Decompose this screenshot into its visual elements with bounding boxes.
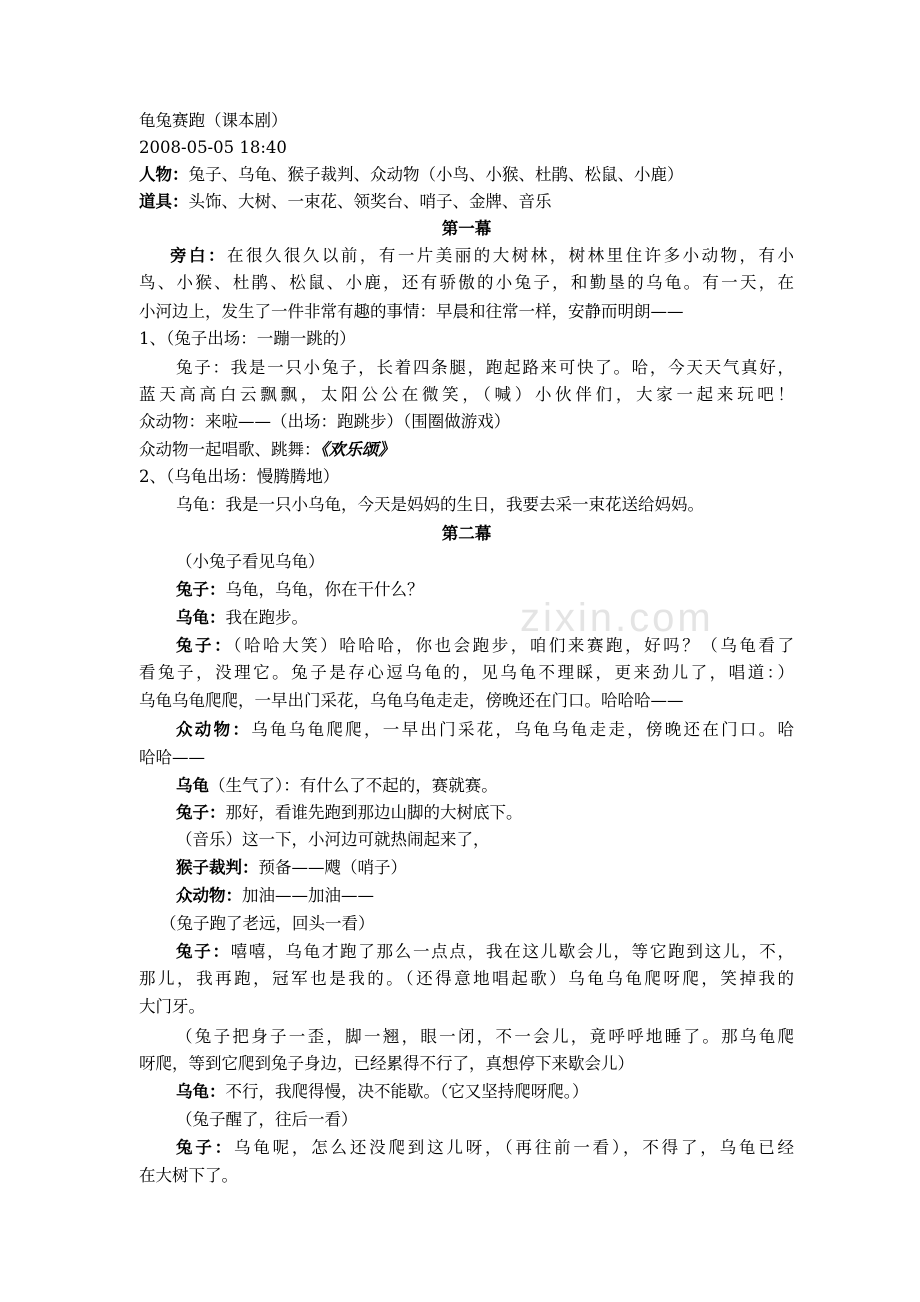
animals-speech-1: 众动物：来啦——（出场：跑跳步）（围圈做游戏） — [139, 412, 511, 431]
act2-heading: 第二幕 — [441, 524, 492, 543]
turtle-text-3: （生气了）：有什么了不起的，赛就赛。 — [209, 776, 498, 795]
scene-2-direction: 2、（乌龟出场：慢腾腾地） — [139, 467, 340, 486]
narration-text-1: 在很久很久以前，有一片美丽的大树林，树林里住许多小动物，有小 — [226, 246, 794, 265]
characters-text: 兔子、乌龟、猴子裁判、众动物（小鸟、小猴、杜鹃、松鼠、小鹿） — [188, 165, 684, 184]
animals-speech-2b: 哈哈—— — [139, 748, 205, 767]
rabbit-text-2: 乌龟，乌龟，你在干什么？ — [225, 580, 424, 599]
act1-heading: 第一幕 — [441, 219, 492, 238]
speaker-monkey: 猴子裁判： — [176, 858, 259, 877]
turtle-speech-2 — [176, 604, 794, 631]
rabbit-speech-5a — [176, 938, 794, 965]
turtle-speech-4 — [176, 1078, 794, 1105]
rabbit-text-5a: 嘻嘻，乌龟才跑了那么一点点，我在这儿歇会儿，等它跑到这儿，不， — [230, 942, 795, 961]
music-direction: （音乐）这一下，小河边可就热闹起来了， — [176, 830, 490, 849]
turtle-speech-1: 乌龟：我是一只小乌龟，今天是妈妈的生日，我要去采一束花送给妈妈。 — [176, 495, 704, 514]
rabbit-speech-3a — [176, 632, 794, 659]
monkey-text-1: 预备——飕（哨子） — [258, 858, 407, 877]
rabbit-speech-4 — [176, 799, 794, 826]
speaker-animals: 众动物： — [176, 720, 252, 739]
rabbit-speech-5b: 那儿，我再跑，冠军也是我的。（还得意地唱起歌）乌龟乌龟爬呀爬，笑掉我的 — [139, 969, 794, 988]
rabbit-text-4: 那好，看谁先跑到那边山脚的大树底下。 — [225, 803, 523, 822]
rabbit-speech-3c: 乌龟乌龟爬爬，一早出门采花，乌龟乌龟走走，傍晚还在门口。哈哈哈—— — [139, 691, 684, 710]
rabbit-text-3a: （哈哈大笑）哈哈哈，你也会跑步，咱们来赛跑，好吗？（乌龟看了 — [233, 636, 795, 655]
rabbit-speech-1b: 蓝天高高白云飘飘，太阳公公在微笑，（喊）小伙伴们，大家一起来玩吧！ — [139, 385, 794, 404]
speaker-animals: 众动物： — [176, 886, 242, 905]
speaker-turtle: 乌龟： — [176, 608, 226, 627]
speaker-rabbit: 兔子： — [176, 803, 226, 822]
speaker-rabbit: 兔子： — [176, 1138, 234, 1157]
props-text: 头饰、大树、一束花、领奖台、哨子、金牌、音乐 — [188, 192, 552, 211]
rabbit-text-6a: 乌龟呢，怎么还没爬到这儿呀，（再往前一看），不得了，乌龟已经 — [233, 1138, 794, 1157]
stage-direction-4: （兔子醒了，往后一看） — [176, 1110, 358, 1129]
scene-1-direction: 1、（兔子出场：一蹦一跳的） — [139, 329, 356, 348]
stage-direction-1: （小兔子看见乌龟） — [176, 552, 325, 571]
monkey-speech-1 — [176, 854, 794, 881]
animals-text-2a: 乌龟乌龟爬爬，一早出门采花，乌龟乌龟走走，傍晚还在门口。哈 — [251, 720, 794, 739]
animals-speech-2a — [176, 716, 794, 743]
props-line — [139, 188, 794, 215]
turtle-text-4: 不行，我爬得慢，决不能歇。（它又坚持爬呀爬。） — [225, 1082, 589, 1101]
rabbit-speech-5c: 大门牙。 — [139, 997, 205, 1016]
props-label: 道具： — [139, 192, 189, 211]
rabbit-speech-3b: 看兔子，没理它。兔子是存心逗乌龟的，见乌龟不理睬，更来劲儿了，唱道：） — [139, 663, 794, 682]
turtle-text-2: 我在跑步。 — [225, 608, 308, 627]
rabbit-speech-2 — [176, 576, 794, 603]
animals-text-3: 加油——加油—— — [242, 886, 374, 905]
watermark: zixin.com — [520, 596, 714, 640]
rabbit-speech-6b: 在大树下了。 — [139, 1166, 238, 1185]
narration-line-1 — [170, 242, 794, 269]
stage-direction-3a: （兔子把身子一歪，脚一翘，眼一闭，不一会儿，竟呼呼地睡了。那乌龟爬 — [176, 1027, 794, 1046]
speaker-turtle: 乌龟 — [176, 776, 209, 795]
speaker-rabbit: 兔子： — [176, 942, 231, 961]
rabbit-speech-1a: 兔子：我是一只小兔子，长着四条腿，跑起路来可快了。哈，今天天气真好， — [176, 358, 794, 377]
characters-line — [139, 161, 794, 188]
turtle-speech-3 — [176, 772, 794, 799]
song-prefix: 众动物一起唱歌、跳舞： — [139, 440, 321, 459]
speaker-rabbit: 兔子： — [176, 580, 226, 599]
rabbit-speech-6a — [176, 1134, 794, 1161]
narration-line-2: 鸟、小猴、杜鹃、松鼠、小鹿，还有骄傲的小兔子，和勤垦的乌龟。有一天，在 — [139, 273, 794, 292]
song-title: 《欢乐颂》 — [320, 440, 395, 459]
narration-line-3: 小河边上，发生了一件非常有趣的事情：早晨和往常一样，安静而明朗—— — [139, 302, 684, 321]
animals-speech-3 — [176, 882, 794, 909]
speaker-turtle: 乌龟： — [176, 1082, 226, 1101]
song-line — [139, 436, 794, 463]
doc-title: 龟兔赛跑（课本剧） — [139, 111, 288, 130]
stage-direction-2: （兔子跑了老远，回头一看） — [160, 914, 375, 933]
characters-label: 人物： — [139, 165, 189, 184]
narration-label: 旁白： — [170, 246, 227, 265]
doc-date: 2008-05-05 18:40 — [139, 138, 287, 157]
speaker-rabbit: 兔子： — [176, 636, 234, 655]
stage-direction-3b: 呀爬，等到它爬到兔子身边，已经累得不行了，真想停下来歇会儿） — [139, 1054, 634, 1073]
